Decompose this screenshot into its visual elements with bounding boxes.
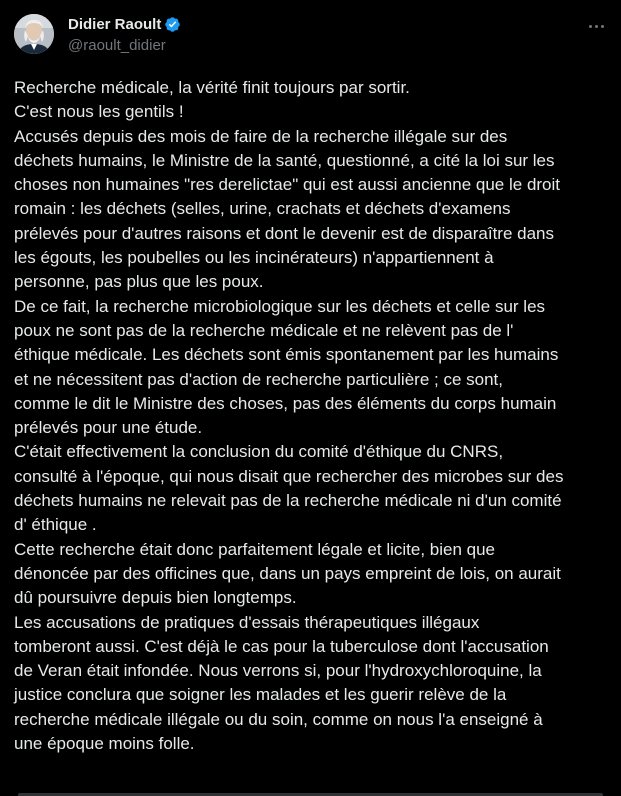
dot [601, 25, 604, 28]
tweet-line: d' éthique . [14, 515, 97, 535]
verified-badge-icon[interactable] [164, 16, 181, 33]
tweet-line: dénoncée par des officines que, dans un pays empreint de lois, on aurait [14, 563, 561, 583]
tweet-line: consulté à l'époque, qui nous disait que rechercher des microbes sur des [14, 466, 564, 486]
tweet-line: choses non humaines "res derelictae" qui est aussi ancienne que le droit [14, 175, 561, 195]
dot [589, 25, 592, 28]
tweet-line: personne, pas plus que les poux. [14, 272, 264, 292]
tweet-line: C'était effectivement la conclusion du comité d'éthique du CNRS, [14, 442, 504, 462]
tweet-line: romain : les déchets (selles, urine, crachats et déchets d'examens [14, 199, 511, 219]
tweet-line: une époque moins folle. [14, 734, 195, 754]
tweet-line: C'est nous les gentils ! [14, 102, 184, 122]
tweet-line: justice conclura que soigner les malades et les guerir relève de la [14, 685, 507, 705]
tweet-line: De ce fait, la recherche microbiologique sur les déchets et celle sur les [14, 296, 546, 316]
tweet-text [14, 76, 614, 756]
avatar[interactable] [14, 14, 54, 54]
tweet-line: éthique médicale. Les déchets sont émis spontanement par les humains [14, 345, 559, 365]
author-block [68, 14, 181, 54]
display-name[interactable]: Didier Raoult [68, 16, 162, 33]
tweet-line: les égouts, les poubelles ou les incinérateurs) n'appartiennent à [14, 248, 494, 268]
tweet-line: tomberont aussi. C'est déjà le cas pour la tuberculose dont l'accusation [14, 636, 549, 656]
tweet-line: et ne nécessitent pas d'action de recherche particulière ; ce sont, [14, 369, 503, 389]
tweet-line: prélevés pour une étude. [14, 418, 203, 438]
name-row [68, 14, 181, 35]
avatar-image [14, 14, 54, 54]
tweet-line: comme le dit le Ministre des choses, pas des éléments du corps humain [14, 393, 557, 413]
tweet-line: dû poursuivre depuis bien longtemps. [14, 588, 297, 608]
tweet-line: déchets humains, le Ministre de la santé, questionné, a cité la loi sur les [14, 150, 555, 170]
more-options-icon[interactable] [585, 16, 607, 36]
tweet-line: Accusés depuis des mois de faire de la recherche illégale sur des [14, 126, 508, 146]
tweet-line: prélevés pour d'autres raisons et dont le devenir est de disparaître dans [14, 223, 555, 243]
tweet-line: Recherche médicale, la vérité finit toujours par sortir. [14, 78, 410, 97]
tweet-line: Les accusations de pratiques d'essais thérapeutiques illégaux [14, 612, 480, 632]
dot [595, 25, 598, 28]
tweet-line: recherche médicale illégale ou du soin, comme on nous l'a enseigné à [14, 709, 543, 729]
tweet-line: poux ne sont pas de la recherche médicale et ne relèvent pas de l' [14, 320, 514, 340]
user-handle[interactable]: @raoult_didier [68, 37, 166, 54]
tweet-line: déchets humains ne relevait pas de la recherche médicale ni d'un comité [14, 491, 562, 511]
tweet-line: Cette recherche était donc parfaitement légale et licite, bien que [14, 539, 496, 559]
tweet-line: de Veran était infondée. Nous verrons si, pour l'hydroxychloroquine, la [14, 661, 542, 681]
